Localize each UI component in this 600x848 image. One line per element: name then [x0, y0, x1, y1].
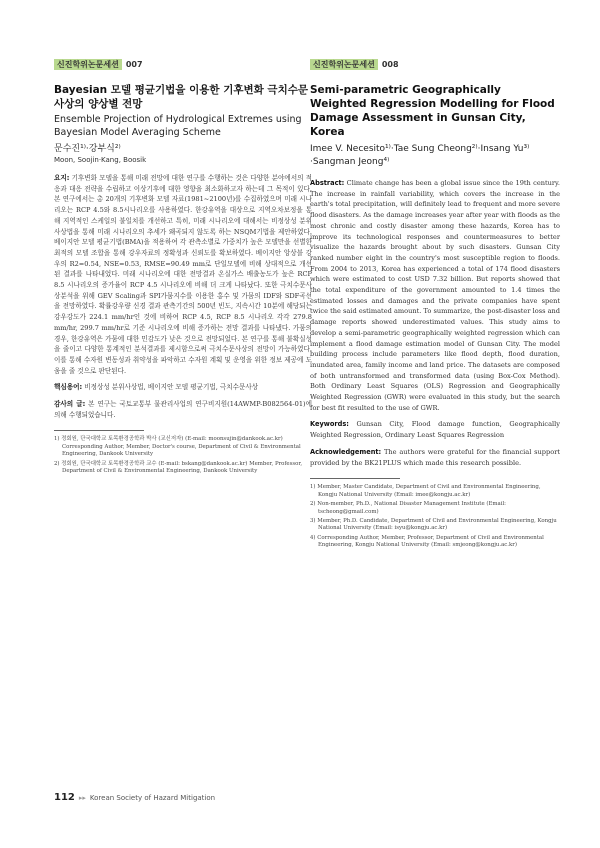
page-footer [54, 792, 215, 803]
keywords-label: Keywords: [310, 420, 349, 429]
session-tag [310, 59, 399, 70]
author-list: 문수진¹⁾·강부식²⁾ [54, 144, 121, 154]
article-title-english: Ensemble Projection of Hydrological Extremes using Bayesian Model Averaging Scheme [54, 114, 302, 138]
acknowledgement [310, 447, 560, 468]
article-title-korean: Bayesian 모델 평균기법을 이용한 기후변화 극치수문사상의 양상별 전망 [54, 84, 308, 110]
abstract-label: Abstract: [310, 179, 345, 187]
ack-text: The authors were grateful for the financial support provided by the BK21PLUS which made this research possible. [310, 447, 560, 467]
ack-label: 감사의 글: [54, 400, 86, 409]
footnote-divider [310, 478, 400, 479]
footnote-divider [54, 430, 144, 431]
ack-label: Acknowledgement: [310, 447, 382, 456]
keywords [54, 382, 312, 393]
page-number: 112 [54, 792, 75, 803]
keywords-text: Gunsan City, Flood damage function, Geographically Weighted Regression, Ordinary Least Squares Regression [310, 420, 560, 440]
article-title: Semi-parametric Geographically Weighted Regression Modelling for Flood Damage Assessment in Gunsan City, Korea [310, 84, 555, 138]
arrow-icon: ▸▸ [78, 794, 86, 802]
author-list-english: Moon, Soojin·Kang, Boosik [54, 156, 147, 164]
footnote: 4) Corresponding Author, Member, Professor, Department of Civil and Environmental Engineering, Kongju National University (Email: smjeong@kongju.ac.kr) [310, 534, 544, 549]
session-number: 008 [381, 60, 399, 69]
left-article [54, 52, 312, 478]
keywords-label: 핵심용어: [54, 383, 83, 392]
keywords [310, 419, 560, 440]
session-label: 신진학위논문세션 [54, 59, 122, 70]
right-article [310, 52, 560, 552]
footnote: 1) Member, Master Candidate, Department of Civil and Environmental Engineering, Kongju National University (Email: imee@kongju.ac.kr) [310, 484, 541, 498]
abstract-text: Climate change has been a global issue since the 19th century. The increase in rainfall variability, which covers the increase in the earth's total precipitation, will definitely lead to frequent and more severe flood disasters. As the damage increases year after year with floods as the most chronic and costly disaster among these hazards, Korea has to improve its technological responses and countermeasures to better visualize the hazards brought about by such disasters. Gunsan City ranked number eight in the country's most susceptible region to floods. From 2004 to 2013, Korea has experienced a total of 174 flood disasters which were estimated to cost USD 7.32 billion. But reports showed that the total expenditure of the government amounted to 1.4 times the estimated losses and damages and the private companies have spent twice the said estimated amount. To summarize, the post-disaster loss and damage reports showed underestimated values. This study aims to develop a semi-parametric geographically weighted regression which can implement a flood damage estimation model of Gunsan City. The model building process include parameters like flood depth, flood duration, inundated area, family income and land price. The datasets are composed of both untransformed and transformed data (using Box-Cox Method). Both Ordinary Least Squares (OLS) Regression and Geographically Weighted Regression (GWR) were evaluated in this study, but the search for best fit resulted to the use of GWR. [310, 179, 560, 412]
author-list: Imee V. Necesito¹⁾·Tae Sung Cheong²⁾·Insang Yu³⁾·Sangman Jeong⁴⁾ [310, 144, 530, 167]
acknowledgement [54, 399, 312, 420]
journal-name: Korean Society of Hazard Mitigation [89, 794, 216, 802]
session-label: 신진학위논문세션 [310, 59, 378, 70]
session-tag [54, 59, 143, 70]
abstract-text: 기후변화 모델을 통해 미래 전망에 대한 연구를 수행하는 것은 다양한 분야에서의 적응과 대응 전략을 수립하고 이상기후에 대한 영향을 최소화하고자 하는데 그 목적이 있다. 본 연구에서는 총 20개의 기후변화 모델 자료(1981~2100년)를 수집하였으며 미래 시나리오는 RCP 4.5와 8.5시나리오를 사용하였다. 한강유역을 대상으로 지역오차보정을 통해 지역적인 스케일의 불일치를 개선하고 특히, 미래 시나리오에 대해서는 비정상성 분위사상법을 통해 미래 시나리오의 추세가 왜곡되지 않도록 하는 NSQM기법을 제안하였다. 베이지안 모델 평균기법(BMA)을 적용하여 각 관측소별로 가중치가 높은 모델만을 선별한 최적의 모델 조합을 통해 강우자료의 정확성과 신뢰도를 확보하였다. 베이지안 앙상블 강우의 R2=0.54, NSE=0.53, RMSE=90.49 mm로 단일모델에 비해 상대적으로 개선된 결과를 나타내었다. 미래 시나리오에 대한 전망결과 온실가스 배출농도가 높은 RCP 8.5 시나리오의 증가율이 RCP 4.5 시나리오에 비해 더 크게 나타났다. 또한 극치수문사상분석을 위해 GEV Scaling과 SPI가뭄지수를 이용한 홍수 및 가뭄의 IDF와 SDF곡선을 전망하였다. 확률강우량 신경 결과 관측기간의 500년 빈도, 지속시간 10분에 해당되는 강우강도가 224.1 mm/hr인 것에 비하여 RCP 4.5, RCP 8.5 시나리오 각각 279.8 mm/hr, 299.7 mm/hr로 기준 시나리오에 비해 증가하는 전망 결과를 나타냈다. 가뭄의 경우, 한강유역은 가뭄에 대한 민감도가 낮은 것으로 전망되었다. 본 연구를 통해 불확실성을 줄이고 다양한 통계적인 분석결과를 제시함으로써 극치수문사상의 전망이 가능하였다. 이를 통해 수자원 변동성과 취약성을 파악하고 수자원 계획 및 운영을 위한 정보 제공에 도움을 줄 것으로 판단된다. [54, 174, 312, 375]
footnote: 1) 정회원, 단국대학교 토목환경공학과 박사 (교신저자) (E-mail: moonsujin@dankook.ac.kr) Corresponding Author, Member, Doctor's course, Department of Civil & Environmental Engineering, Dankook University [54, 436, 301, 458]
abstract [310, 178, 560, 413]
footnote: 2) 정회원, 단국대학교 토목환경공학과 교수 (E-mail: bskang@dankook.ac.kr) Member, Professor, Department of Civil & Environmental Engineering, Dankook University [54, 460, 303, 475]
footnote: 3) Member, Ph.D. Candidate, Department of Civil and Environmental Engineering, Kongju National University (Email: isyu@kongju.ac.kr) [310, 517, 557, 532]
abstract [54, 173, 312, 376]
footnote: 2) Non-member, Ph.D., National Disaster Management Institute (Email: tscheong@gmail.com) [310, 501, 506, 515]
abstract-label: 요지: [54, 174, 70, 182]
session-number: 007 [125, 60, 143, 69]
keywords-text: 비정상성 분위사상법, 베이지안 모델 평균기법, 극치수문사상 [84, 383, 259, 392]
ack-text: 본 연구는 국토교통부 물관리사업의 연구비지원(14AWMP-B082564-01)에 의해 수행되었습니다. [54, 400, 312, 419]
